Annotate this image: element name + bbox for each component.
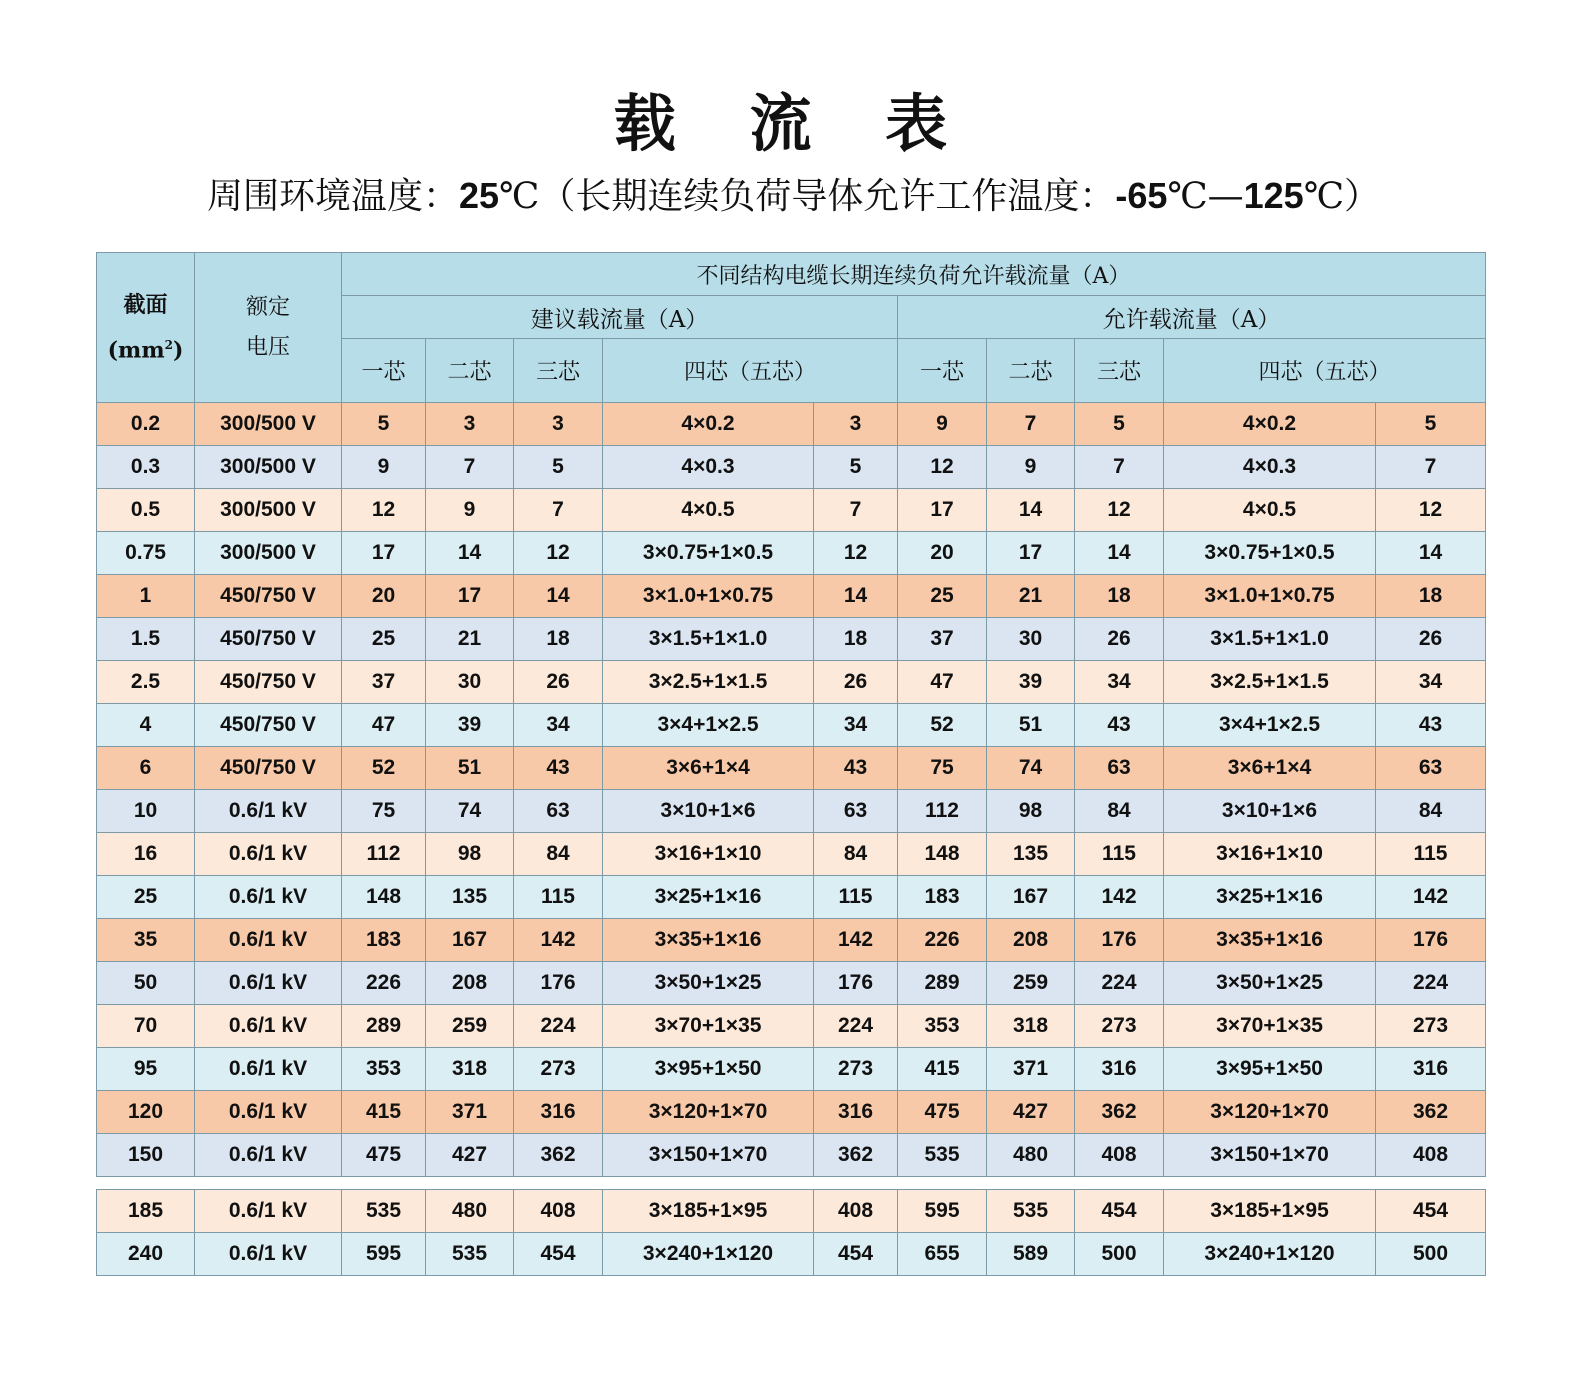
table-cell: 316 [1075,1048,1164,1091]
table-cell: 316 [514,1091,603,1134]
table-row [97,575,1486,618]
table-cell: 183 [342,919,426,962]
table-cell: 142 [1376,876,1486,919]
table-cell: 500 [1075,1233,1164,1276]
table-cell: 148 [898,833,987,876]
table-cell: 0.75 [97,532,195,575]
table-cell: 362 [1376,1091,1486,1134]
table-cell: 408 [1376,1134,1486,1177]
table-cell: 273 [514,1048,603,1091]
table-cell: 25 [97,876,195,919]
table-cell: 9 [987,446,1075,489]
table-cell: 20 [898,532,987,575]
table-row [97,1091,1486,1134]
table-cell: 12 [814,532,898,575]
table-cell: 3×16+1×10 [603,833,814,876]
table-cell: 17 [342,532,426,575]
temp-low: -65 [1115,175,1168,216]
table-cell: 176 [1376,919,1486,962]
table-cell: 3×70+1×35 [1164,1005,1376,1048]
table-header [97,253,1486,403]
table-cell: 259 [426,1005,514,1048]
table-cell: 0.6/1 kV [195,1233,342,1276]
table-cell: 300/500 V [195,403,342,446]
table-cell: 14 [1075,532,1164,575]
table-cell: 450/750 V [195,704,342,747]
table-cell: 3×1.0+1×0.75 [1164,575,1376,618]
table-cell: 3×95+1×50 [603,1048,814,1091]
table-cell: 259 [987,962,1075,1005]
core-header: 三芯 [1075,339,1164,403]
table-row [97,1190,1486,1233]
table-cell: 25 [898,575,987,618]
table-cell: 0.6/1 kV [195,876,342,919]
table-cell: 20 [342,575,426,618]
table-row [97,532,1486,575]
table-cell: 289 [342,1005,426,1048]
table-cell: 12 [342,489,426,532]
table-cell: 0.6/1 kV [195,919,342,962]
table-cell: 84 [1376,790,1486,833]
table-cell: 3×25+1×16 [1164,876,1376,919]
table-cell: 240 [97,1233,195,1276]
table-cell: 273 [1376,1005,1486,1048]
table-cell: 14 [1376,532,1486,575]
page-subtitle [0,172,1587,221]
table-cell: 26 [1376,618,1486,661]
table-cell: 115 [814,876,898,919]
table-cell: 6 [97,747,195,790]
table-cell: 4×0.5 [603,489,814,532]
table-cell: 3×240+1×120 [603,1233,814,1276]
table-cell: 7 [987,403,1075,446]
table-cell: 47 [898,661,987,704]
table-cell: 3×95+1×50 [1164,1048,1376,1091]
subtitle-unit1: ℃（长期连续负荷导体允许工作温度： [499,176,1116,217]
table-cell: 148 [342,876,426,919]
subtitle-unit2: ℃— [1167,176,1244,217]
table-cell: 135 [426,876,514,919]
table-cell: 3×120+1×70 [1164,1091,1376,1134]
table-cell: 12 [514,532,603,575]
table-cell: 226 [342,962,426,1005]
table-cell: 12 [898,446,987,489]
table-cell: 3×1.0+1×0.75 [603,575,814,618]
table-cell: 34 [1075,661,1164,704]
table-cell: 3×185+1×95 [1164,1190,1376,1233]
table-cell: 3 [514,403,603,446]
table-cell: 21 [426,618,514,661]
table-cell: 450/750 V [195,747,342,790]
table-cell: 63 [814,790,898,833]
table-cell: 0.6/1 kV [195,1134,342,1177]
table-cell: 353 [898,1005,987,1048]
table-cell: 142 [1075,876,1164,919]
table-cell: 475 [898,1091,987,1134]
table-cell: 3×1.5+1×1.0 [603,618,814,661]
table-cell: 14 [514,575,603,618]
table-cell: 408 [514,1190,603,1233]
table-cell: 427 [987,1091,1075,1134]
table-row [97,962,1486,1005]
table-cell: 3×16+1×10 [1164,833,1376,876]
table-row [97,661,1486,704]
table-cell: 4×0.3 [603,446,814,489]
table-cell: 63 [1376,747,1486,790]
table-cell: 0.3 [97,446,195,489]
table-cell: 39 [987,661,1075,704]
core-header: 四芯（五芯） [1164,339,1486,403]
table-cell: 427 [426,1134,514,1177]
table-cell: 353 [342,1048,426,1091]
table-cell: 224 [1376,962,1486,1005]
table-cell: 43 [514,747,603,790]
table-cell: 112 [342,833,426,876]
table-cell: 3×10+1×6 [1164,790,1376,833]
table-cell: 300/500 V [195,489,342,532]
table-cell: 3×50+1×25 [603,962,814,1005]
table-cell: 362 [814,1134,898,1177]
table-cell: 142 [814,919,898,962]
table-cell: 7 [814,489,898,532]
table-row [97,704,1486,747]
table-cell: 51 [426,747,514,790]
table-body-continued [97,1190,1486,1276]
ampacity-table-continued [96,1189,1486,1276]
table-cell: 7 [1376,446,1486,489]
table-cell: 120 [97,1091,195,1134]
table-cell: 371 [426,1091,514,1134]
table-cell: 3×6+1×4 [603,747,814,790]
table-cell: 12 [1075,489,1164,532]
table-cell: 135 [987,833,1075,876]
table-cell: 84 [514,833,603,876]
table-cell: 52 [342,747,426,790]
table-cell: 0.5 [97,489,195,532]
table-cell: 98 [987,790,1075,833]
table-cell: 4×0.3 [1164,446,1376,489]
table-cell: 535 [426,1233,514,1276]
table-cell: 3×150+1×70 [1164,1134,1376,1177]
table-cell: 26 [1075,618,1164,661]
table-cell: 7 [426,446,514,489]
section-unit-end: ) [172,337,184,364]
table-cell: 34 [814,704,898,747]
table-cell: 26 [814,661,898,704]
voltage-line2: 电压 [245,334,290,360]
table-cell: 2.5 [97,661,195,704]
table-cell: 454 [1376,1190,1486,1233]
core-header: 一芯 [898,339,987,403]
group-header: 不同结构电缆长期连续负荷允许载流量（A） [342,253,1486,296]
table-cell: 0.2 [97,403,195,446]
table-cell: 37 [898,618,987,661]
section-unit-sup: 2 [164,337,173,352]
table-cell: 3×240+1×120 [1164,1233,1376,1276]
table-row [97,446,1486,489]
table-row [97,1005,1486,1048]
table-cell: 224 [1075,962,1164,1005]
table-cell: 18 [814,618,898,661]
table-cell: 535 [342,1190,426,1233]
ampacity-table [96,252,1486,1177]
table-cell: 115 [1075,833,1164,876]
table-cell: 9 [426,489,514,532]
table-cell: 115 [514,876,603,919]
table-cell: 454 [814,1233,898,1276]
table-cell: 14 [814,575,898,618]
table-cell: 18 [514,618,603,661]
table-cell: 12 [1376,489,1486,532]
table-cell: 142 [514,919,603,962]
table-cell: 1 [97,575,195,618]
table-cell: 535 [898,1134,987,1177]
table-cell: 224 [514,1005,603,1048]
table-cell: 63 [1075,747,1164,790]
table-row [97,1233,1486,1276]
table-cell: 75 [342,790,426,833]
table-cell: 112 [898,790,987,833]
table-cell: 4 [97,704,195,747]
table-cell: 500 [1376,1233,1486,1276]
table-cell: 0.6/1 kV [195,1048,342,1091]
table-cell: 3×120+1×70 [603,1091,814,1134]
table-cell: 300/500 V [195,446,342,489]
table-cell: 316 [814,1091,898,1134]
table-row [97,403,1486,446]
table-cell: 167 [426,919,514,962]
core-header: 四芯（五芯） [603,339,898,403]
table-cell: 454 [514,1233,603,1276]
core-header: 三芯 [514,339,603,403]
table-cell: 3×50+1×25 [1164,962,1376,1005]
table-row [97,833,1486,876]
voltage-line1: 额定 [245,294,290,320]
table-cell: 4×0.2 [603,403,814,446]
table-cell: 9 [898,403,987,446]
table-cell: 595 [342,1233,426,1276]
table-cell: 26 [514,661,603,704]
table-cell: 475 [342,1134,426,1177]
table-cell: 535 [987,1190,1075,1233]
table-cell: 75 [898,747,987,790]
table-cell: 63 [514,790,603,833]
table-cell: 7 [514,489,603,532]
table-cell: 185 [97,1190,195,1233]
table-cell: 115 [1376,833,1486,876]
table-cell: 5 [1376,403,1486,446]
table-cell: 18 [1376,575,1486,618]
table-cell: 371 [987,1048,1075,1091]
voltage-header [195,253,342,403]
core-header: 二芯 [426,339,514,403]
table-cell: 362 [514,1134,603,1177]
table-row [97,489,1486,532]
table-cell: 273 [814,1048,898,1091]
table-cell: 3×35+1×16 [1164,919,1376,962]
table-cell: 224 [814,1005,898,1048]
table-cell: 3×10+1×6 [603,790,814,833]
table-row [97,618,1486,661]
table-cell: 450/750 V [195,618,342,661]
table-cell: 43 [1075,704,1164,747]
table-cell: 176 [814,962,898,1005]
table-cell: 10 [97,790,195,833]
table-cell: 595 [898,1190,987,1233]
table-cell: 7 [1075,446,1164,489]
recommended-header: 建议载流量（A） [342,296,898,339]
section-unit: (mm [107,337,165,364]
table-row [97,876,1486,919]
core-header: 二芯 [987,339,1075,403]
table-row [97,790,1486,833]
table-cell: 16 [97,833,195,876]
table-cell: 51 [987,704,1075,747]
table-cell: 0.6/1 kV [195,790,342,833]
table-cell: 183 [898,876,987,919]
table-cell: 5 [814,446,898,489]
table-cell: 3×0.75+1×0.5 [603,532,814,575]
table-cell: 273 [1075,1005,1164,1048]
table-cell: 415 [898,1048,987,1091]
table-cell: 450/750 V [195,575,342,618]
table-cell: 70 [97,1005,195,1048]
table-cell: 655 [898,1233,987,1276]
table-cell: 4×0.2 [1164,403,1376,446]
table-cell: 362 [1075,1091,1164,1134]
table-cell: 5 [514,446,603,489]
temp-high: 125 [1243,175,1304,216]
table-cell: 0.6/1 kV [195,833,342,876]
table-cell: 318 [426,1048,514,1091]
table-cell: 43 [814,747,898,790]
table-cell: 3×25+1×16 [603,876,814,919]
table-cell: 35 [97,919,195,962]
section-header [97,253,195,403]
table-row [97,1048,1486,1091]
table-cell: 9 [342,446,426,489]
table-cell: 3×70+1×35 [603,1005,814,1048]
table-cell: 39 [426,704,514,747]
ambient-temp: 25 [459,175,500,216]
table-cell: 208 [987,919,1075,962]
table-cell: 98 [426,833,514,876]
table-cell: 454 [1075,1190,1164,1233]
table-cell: 3×35+1×16 [603,919,814,962]
table-cell: 150 [97,1134,195,1177]
table-cell: 84 [1075,790,1164,833]
table-cell: 18 [1075,575,1164,618]
table-cell: 408 [1075,1134,1164,1177]
table-cell: 37 [342,661,426,704]
page-title: 载 流 表 [613,87,974,160]
table-cell: 3×1.5+1×1.0 [1164,618,1376,661]
table-cell: 3×0.75+1×0.5 [1164,532,1376,575]
table-cell: 17 [987,532,1075,575]
table-cell: 300/500 V [195,532,342,575]
table-cell: 3×150+1×70 [603,1134,814,1177]
table-cell: 3×2.5+1×1.5 [1164,661,1376,704]
section-label: 截面 [123,291,168,318]
table-cell: 450/750 V [195,661,342,704]
table-cell: 480 [426,1190,514,1233]
table-cell: 0.6/1 kV [195,962,342,1005]
table-cell: 3×4+1×2.5 [1164,704,1376,747]
allowed-header: 允许载流量（A） [898,296,1486,339]
table-cell: 176 [514,962,603,1005]
table-cell: 3×185+1×95 [603,1190,814,1233]
table-cell: 43 [1376,704,1486,747]
table-cell: 208 [426,962,514,1005]
table-cell: 316 [1376,1048,1486,1091]
table-cell: 289 [898,962,987,1005]
table-cell: 5 [342,403,426,446]
table-cell: 0.6/1 kV [195,1091,342,1134]
table-cell: 226 [898,919,987,962]
subtitle-unit3: ℃） [1303,176,1380,217]
table-cell: 3×4+1×2.5 [603,704,814,747]
table-row [97,1134,1486,1177]
table-cell: 30 [426,661,514,704]
table-cell: 47 [342,704,426,747]
table-cell: 480 [987,1134,1075,1177]
table-cell: 318 [987,1005,1075,1048]
table-cell: 3×6+1×4 [1164,747,1376,790]
table-cell: 4×0.5 [1164,489,1376,532]
table-row [97,919,1486,962]
table-cell: 0.6/1 kV [195,1190,342,1233]
table-cell: 25 [342,618,426,661]
table-cell: 84 [814,833,898,876]
table-cell: 50 [97,962,195,1005]
table-cell: 52 [898,704,987,747]
table-cell: 34 [1376,661,1486,704]
table-cell: 95 [97,1048,195,1091]
subtitle-prefix: 周围环境温度： [206,176,459,217]
table-cell: 167 [987,876,1075,919]
table-cell: 3 [426,403,514,446]
table-cell: 30 [987,618,1075,661]
table-cell: 415 [342,1091,426,1134]
table-cell: 0.6/1 kV [195,1005,342,1048]
table-cell: 5 [1075,403,1164,446]
table-cell: 408 [814,1190,898,1233]
table-cell: 176 [1075,919,1164,962]
core-header: 一芯 [342,339,426,403]
table-cell: 3×2.5+1×1.5 [603,661,814,704]
table-cell: 74 [426,790,514,833]
table-body [97,403,1486,1177]
table-cell: 3 [814,403,898,446]
table-cell: 74 [987,747,1075,790]
table-cell: 17 [426,575,514,618]
table-cell: 34 [514,704,603,747]
table-cell: 14 [987,489,1075,532]
table-cell: 17 [898,489,987,532]
table-cell: 21 [987,575,1075,618]
table-row [97,747,1486,790]
table-cell: 1.5 [97,618,195,661]
table-cell: 14 [426,532,514,575]
table-cell: 589 [987,1233,1075,1276]
